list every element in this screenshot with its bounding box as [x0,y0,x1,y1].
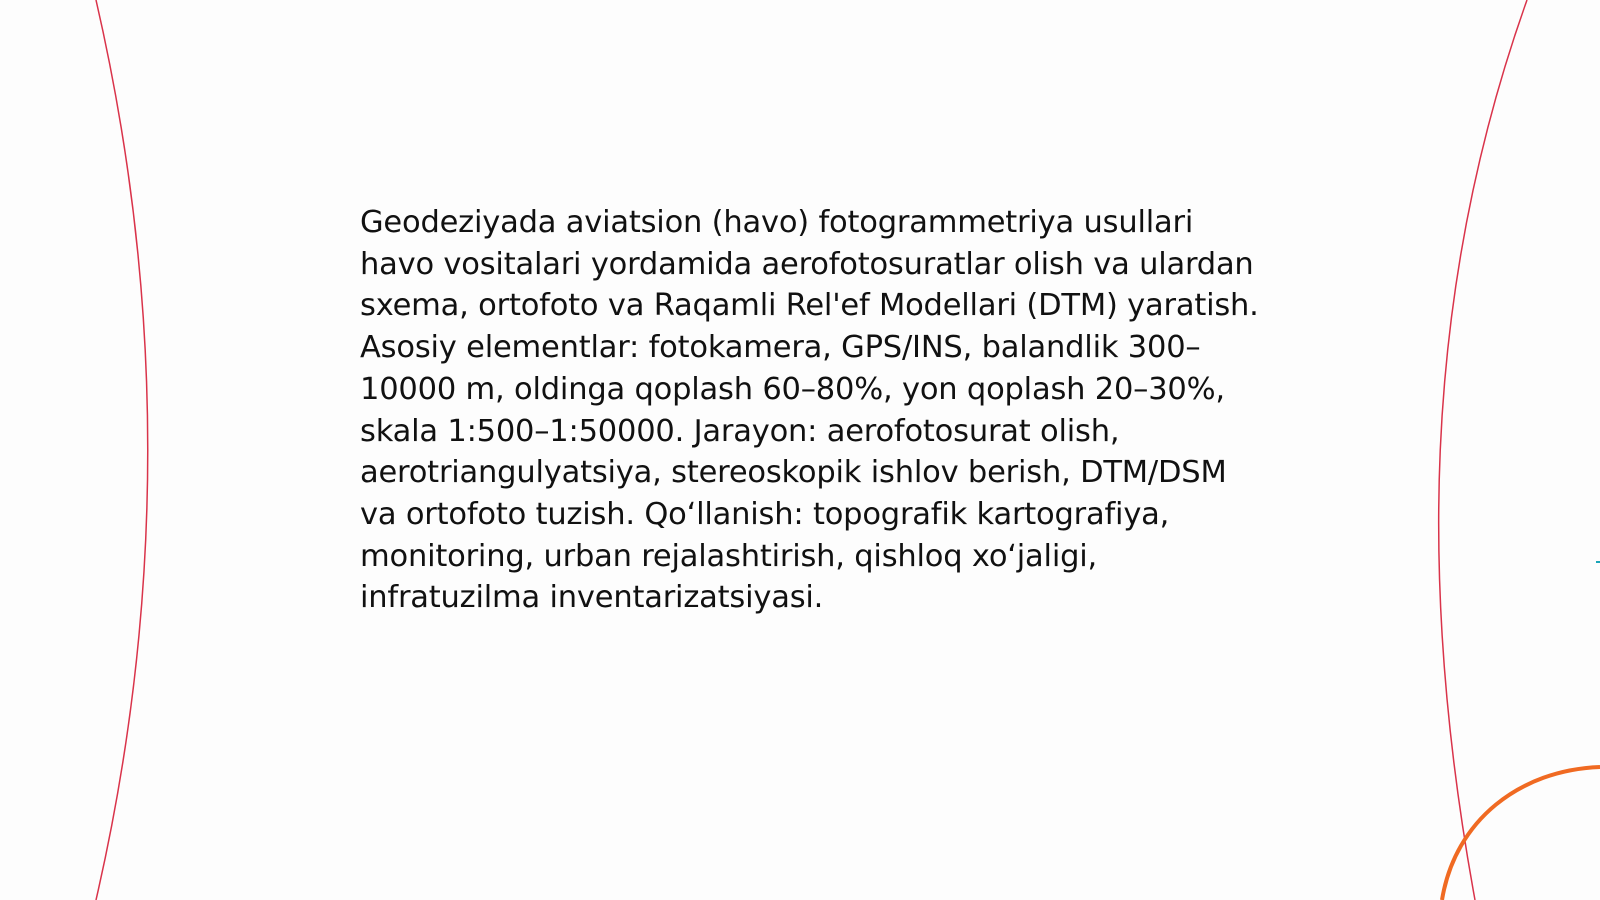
left-curve-line [96,0,148,900]
slide-body-text: Geodeziyada aviatsion (havo) fotogrammetriya usullari havo vositalari yordamida aerofotosuratlar olish va ulardan sxema, ortofoto va Raqamli Rel'ef Modellari (DTM) yaratish. Asosiy elementlar: fotokamera, GPS/INS, balandlik 300–10000 m, oldinga qoplash 60–80%, yon qoplash 20–30%, skala 1:500–1:50000. Jarayon: aerofotosurat olish, aerotriangulyatsiya, stereoskopik ishlov berish, DTM/DSM va ortofoto tuzish. Qo‘llanish: topografik kartografiya, monitoring, urban rejalashtirish, qishloq xo‘jaligi, infratuzilma inventarizatsiyasi. [360,205,1259,616]
right-curve-line [1439,0,1527,900]
orange-arc [1442,767,1600,900]
